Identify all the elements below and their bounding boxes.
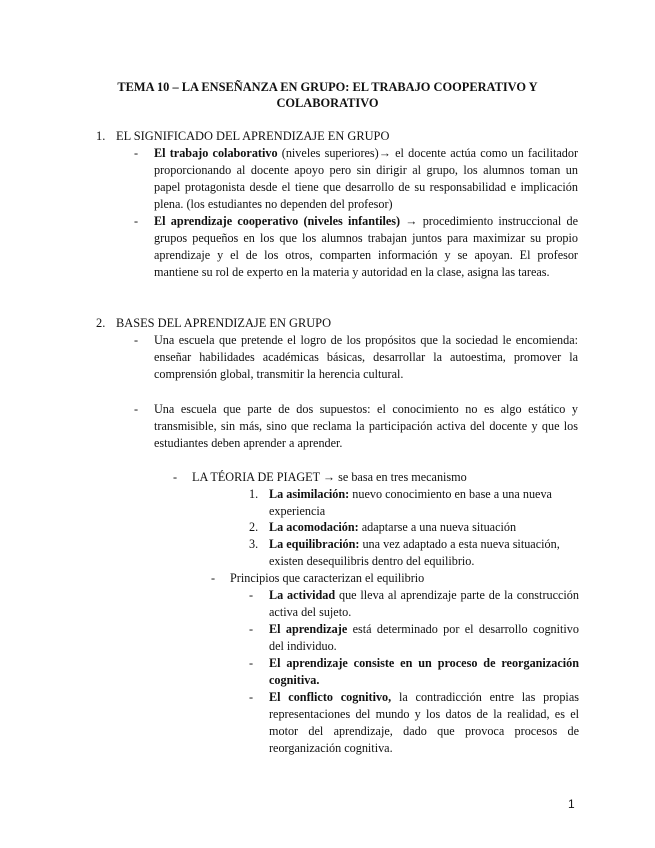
mechanism-item — [249, 519, 579, 536]
dash-bullet: - — [173, 470, 178, 484]
section-title: EL SIGNIFICADO DEL APRENDIZAJE EN GRUPO — [116, 129, 390, 143]
item-text: Una escuela que pretende el logro de los propósitos que la sociedad le encomienda: enseñar habilidades académicas básicas, desarrollar la autoestima, promover la comprensión global, transmitir la herencia cultural. — [154, 333, 578, 381]
principle-body: está determinado por el desarrollo cognitivo del individuo. — [269, 622, 579, 653]
bold-term: La actividad — [269, 588, 336, 602]
list-item — [134, 145, 578, 213]
section-2-heading — [96, 315, 331, 332]
mechanism-number: 1. — [249, 487, 259, 501]
dash-bullet: - — [134, 402, 139, 416]
principle-item — [249, 689, 579, 757]
list-item — [134, 213, 578, 281]
principle-text — [269, 587, 579, 621]
bold-term: El aprendizaje — [269, 622, 348, 636]
mechanism-number: 2. — [249, 520, 259, 534]
mechanism-text — [269, 536, 579, 570]
bold-term: El aprendizaje consiste en un proceso de reorganización cognitiva. — [269, 656, 579, 687]
principle-item — [249, 587, 579, 621]
dash-bullet: - — [249, 588, 254, 602]
mechanism-body: nuevo conocimiento en base a una nueva experiencia — [269, 487, 552, 518]
mechanism-body: una vez adaptado a esta nueva situación, existen desequilibris dentro del equilibrio. — [269, 537, 560, 568]
dash-bullet: - — [134, 146, 139, 160]
principles-item — [211, 570, 581, 587]
principle-item — [249, 655, 579, 689]
mechanism-body: adaptarse a una nueva situación — [358, 520, 517, 534]
section-number: 1. — [96, 129, 106, 143]
principle-body: que lleva al aprendizaje parte de la construcción activa del sujeto. — [269, 588, 579, 619]
bold-term: La equilibración: — [269, 537, 360, 551]
dash-bullet: - — [134, 214, 139, 228]
item-text — [154, 145, 578, 213]
dash-bullet: - — [211, 571, 216, 585]
principle-body: la contradicción entre las propias representaciones del mundo y los datos de la realidad, es el motor del aprendizaje, dado que provoca procesos de reorganización cognitiva. — [269, 690, 579, 755]
section-number: 2. — [96, 316, 106, 330]
mechanism-item — [249, 486, 579, 520]
mechanism-number: 3. — [249, 537, 259, 551]
principle-text — [269, 621, 579, 655]
item-text — [154, 213, 578, 281]
page-number: 1 — [568, 797, 575, 811]
principle-item — [249, 621, 579, 655]
item-body: → procedimiento instruccional de grupos pequeños en los que los alumnos trabajan juntos para maximizar su propio aprendizaje y el de los otros, comparten información y se apoyan. El profesor mantiene su rol de experto en la materia y autoridad en la clase, asigna las tareas. — [154, 214, 578, 279]
dash-bullet: - — [249, 622, 254, 636]
document-title: TEMA 10 – LA ENSEÑANZA EN GRUPO: EL TRABAJO COOPERATIVO Y COLABORATIVO — [117, 80, 538, 110]
mechanism-item — [249, 536, 579, 570]
principles-label: Principios que caracterizan el equilibrio — [230, 571, 425, 585]
bold-term: El aprendizaje cooperativo (niveles infantiles) — [154, 214, 401, 228]
piaget-label: LA TÉORIA DE PIAGET → se basa en tres mecanismo — [192, 470, 467, 484]
bold-term: La acomodación: — [269, 520, 359, 534]
mechanism-text — [269, 486, 579, 520]
mechanism-text — [269, 519, 579, 536]
dash-bullet: - — [249, 656, 254, 670]
item-text: Una escuela que parte de dos supuestos: el conocimiento no es algo estático y transmisible, sin más, sino que reclama la participación activa del docente y que los estudiantes deben aprender a aprender. — [154, 402, 578, 450]
list-item — [134, 401, 578, 452]
bold-term: El conflicto cognitivo, — [269, 690, 392, 704]
piaget-item — [173, 469, 583, 486]
item-body: (niveles superiores)→ el docente actúa como un facilitador proporcionando al docente apoyo pero sin dirigir al grupo, los alumnos toman un papel protagonista desde el tiene que desarrollo de su responsabilidad e implicación plena. (los estudiantes no dependen del profesor) — [154, 146, 579, 211]
dash-bullet: - — [134, 333, 139, 347]
dash-bullet: - — [249, 690, 254, 704]
bold-term: La asimilación: — [269, 487, 350, 501]
bold-term: El trabajo colaborativo — [154, 146, 278, 160]
section-1-heading — [96, 128, 389, 145]
list-item — [134, 332, 578, 383]
principle-text — [269, 655, 579, 689]
principle-text — [269, 689, 579, 757]
section-title: BASES DEL APRENDIZAJE EN GRUPO — [116, 316, 332, 330]
